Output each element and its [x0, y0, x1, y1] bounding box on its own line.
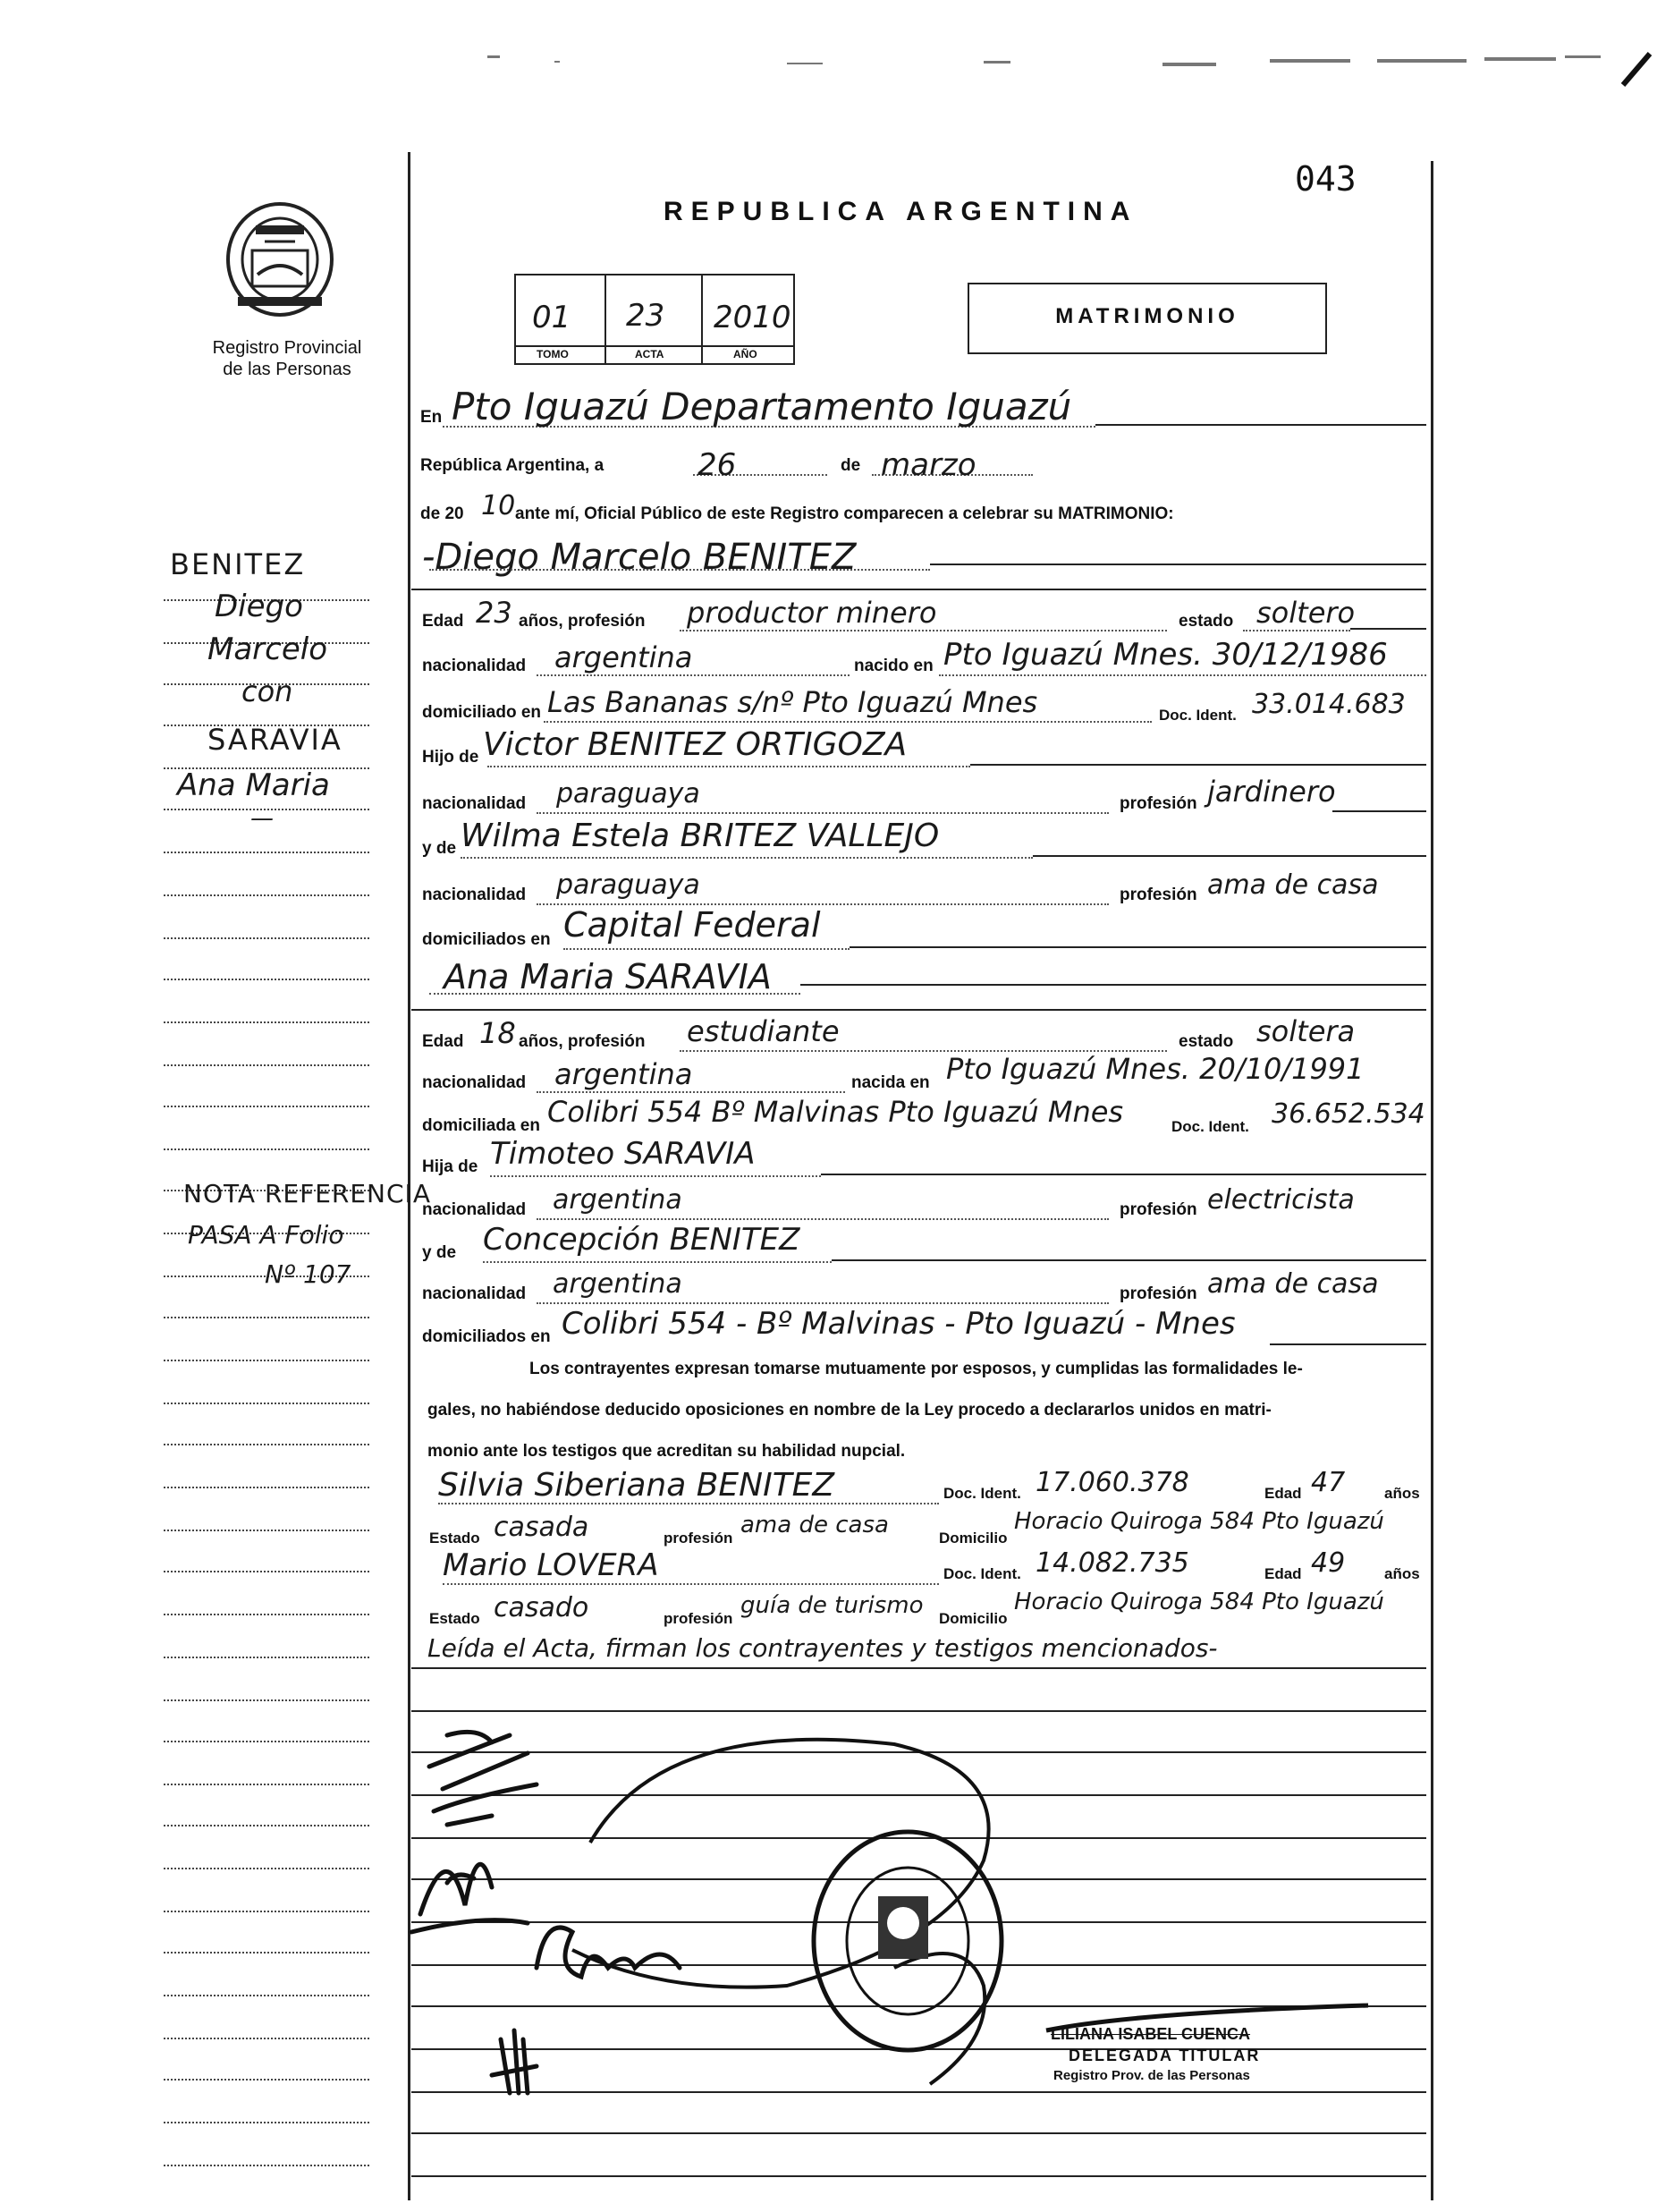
bride-parents-domicilio: Colibri 554 - Bº Malvinas - Pto Iguazú - Mnes [562, 1306, 1236, 1342]
bride-name: Ana Maria SARAVIA [444, 957, 772, 996]
witness2-estado: casado [494, 1592, 589, 1623]
groom-nac-label: nacionalidad [422, 657, 527, 675]
bride-estado: soltera [1256, 1014, 1356, 1048]
acta-label: ACTA [635, 348, 664, 360]
year-suffix: 10 [481, 490, 516, 521]
margin-note-line1: NOTA REFERENCIA [183, 1179, 431, 1208]
margin-firstname-bride: Ana Maria [177, 767, 330, 803]
margin-middlename-groom: Marcelo [207, 631, 328, 667]
witness1-doc-label: Doc. Ident. [943, 1485, 1021, 1502]
groom-mother-dots [461, 857, 1033, 859]
groom-father-nac-label: nacionalidad [422, 794, 527, 813]
bride-nac-label: nacionalidad [422, 1073, 527, 1092]
acta-value: 23 [626, 298, 665, 334]
witness1-profesion: ama de casa [740, 1512, 889, 1538]
groom-parents-dom-dots [563, 948, 850, 950]
bride-sep [411, 1009, 1426, 1011]
bride-nac-dots [537, 1091, 845, 1093]
bride-doc: 36.652.534 [1272, 1098, 1425, 1130]
witness1-edad: 47 [1311, 1467, 1346, 1498]
groom-dom-dots [544, 721, 1152, 723]
intro-text: ante mí, Oficial Público de este Registro comparecen a celebrar su MATRIMONIO: [515, 504, 1174, 523]
record-type: MATRIMONIO [1055, 304, 1239, 328]
en-line [1095, 424, 1426, 426]
y-de-label-1: y de [422, 839, 457, 858]
place-value: Pto Iguazú Departamento Iguazú [452, 385, 1072, 428]
officer-office: Registro Prov. de las Personas [1053, 2068, 1250, 2083]
right-border [1431, 161, 1433, 2200]
groom-estado-dots [1243, 630, 1350, 631]
bride-father-nacionalidad: argentina [553, 1184, 682, 1216]
day-value: 26 [697, 447, 737, 483]
bride-mother-dots [483, 1261, 832, 1263]
bride-parents-dom-line [1270, 1343, 1426, 1345]
groom-edad-label: Edad [422, 612, 464, 631]
bride-name-line [800, 984, 1426, 986]
scan-noise [0, 0, 1657, 107]
witness2-profesion: guía de turismo [740, 1592, 924, 1619]
groom-profesion: productor minero [687, 596, 937, 630]
groom-nacido-label: nacido en [854, 657, 934, 675]
witness2-name-dots [443, 1583, 939, 1585]
groom-anos-profesion-label: años, profesión [519, 612, 646, 631]
witness2-doc-label: Doc. Ident. [943, 1565, 1021, 1582]
witness1-anos-label: años [1384, 1485, 1420, 1502]
bride-mother-prof-label: profesión [1120, 1284, 1197, 1303]
groom-nacido-en: Pto Iguazú Mnes. 30/12/1986 [943, 637, 1388, 673]
officer-signature [1028, 1995, 1386, 2048]
de-label: de [841, 456, 861, 475]
bride-edad: 18 [479, 1016, 516, 1050]
groom-estado: soltero [1256, 596, 1356, 630]
groom-line [930, 564, 1426, 565]
witness1-name: Silvia Siberiana BENITEZ [438, 1467, 835, 1504]
bride-mother-nacionalidad: argentina [553, 1268, 682, 1300]
groom-parents-dom-line [850, 946, 1426, 948]
groom-doc-label: Doc. Ident. [1159, 707, 1237, 724]
groom-domicilio: Las Bananas s/nº Pto Iguazú Mnes [547, 685, 1038, 719]
formal-text-1: Los contrayentes expresan tomarse mutuamente por esposos, y cumplidas las formalidades le- [529, 1360, 1303, 1378]
groom-estado-label: estado [1179, 612, 1234, 631]
bride-mother-nac-label: nacionalidad [422, 1284, 527, 1303]
groom-father-nacionalidad: paraguaya [556, 778, 700, 809]
bride-profesion: estudiante [687, 1014, 840, 1048]
groom-father-dots [487, 766, 970, 767]
groom-father-line [970, 764, 1426, 766]
hijo-de-label: Hijo de [422, 748, 479, 767]
witness2-prof-label: profesión [664, 1610, 733, 1627]
de20-label: de 20 [420, 504, 464, 523]
groom-father-prof-line [1332, 810, 1426, 812]
margin-surname-bride: SARAVIA [207, 723, 342, 757]
witness1-prof-label: profesión [664, 1530, 733, 1547]
bride-father-profesion: electricista [1207, 1184, 1355, 1216]
bride-parents-dom-label: domiciliados en [422, 1327, 551, 1346]
groom-dots [429, 569, 930, 571]
groom-mother-line [1033, 855, 1426, 857]
groom-nac-dots [537, 674, 850, 676]
groom-parents-dom-label: domiciliados en [422, 930, 551, 949]
witness2-dom-label: Domicilio [939, 1610, 1008, 1627]
groom-father-profesion: jardinero [1207, 775, 1336, 809]
groom-profesion-dots [680, 630, 1167, 631]
groom-doc: 33.014.683 [1252, 689, 1406, 720]
margin-dash: — [250, 805, 274, 832]
margin-surname-groom: BENITEZ [170, 547, 306, 581]
groom-mother-prof-label: profesión [1120, 886, 1197, 904]
witness1-domicilio: Horacio Quiroga 584 Pto Iguazú [1014, 1508, 1384, 1535]
month-value: marzo [881, 447, 976, 483]
witness2-doc: 14.082.735 [1036, 1547, 1189, 1579]
witness2-edad-label: Edad [1264, 1565, 1302, 1582]
bride-name-dots [429, 993, 800, 995]
witness2-edad: 49 [1311, 1547, 1346, 1579]
bride-mother-profesion: ama de casa [1207, 1268, 1379, 1300]
groom-father: Victor BENITEZ ORTIGOZA [483, 726, 908, 763]
tomo-value: 01 [532, 300, 571, 335]
hija-de-label: Hija de [422, 1157, 478, 1176]
margin-note-line2: PASA A Folio [188, 1220, 344, 1250]
groom-mother-profesion: ama de casa [1207, 869, 1379, 901]
witness2-domicilio: Horacio Quiroga 584 Pto Iguazú [1014, 1589, 1384, 1615]
bride-nacida-label: nacida en [851, 1073, 930, 1092]
groom-father-prof-label: profesión [1120, 794, 1197, 813]
en-label: En [420, 408, 443, 427]
groom-estado-line [1350, 628, 1426, 630]
officer-name: LILIANA ISABEL CUENCA [1051, 2025, 1251, 2043]
formal-text-3: monio ante los testigos que acreditan su habilidad nupcial. [427, 1442, 906, 1461]
margin-firstname-groom: Diego [215, 589, 303, 624]
closing-line [411, 1667, 1426, 1669]
groom-nacionalidad: argentina [554, 640, 693, 674]
witness1-dom-label: Domicilio [939, 1530, 1008, 1547]
margin-con: con [241, 674, 293, 708]
bride-father: Timoteo SARAVIA [490, 1136, 756, 1172]
tomo-label: TOMO [537, 348, 569, 360]
bride-mother-nac-dots [537, 1302, 1109, 1304]
witness1-estado-label: Estado [429, 1530, 480, 1547]
groom-dom-label: domiciliado en [422, 703, 542, 722]
bride-nacida-en: Pto Iguazú Mnes. 20/10/1991 [946, 1052, 1365, 1086]
witness2-anos-label: años [1384, 1565, 1420, 1582]
bride-anos-profesion-label: años, profesión [519, 1032, 646, 1051]
witness2-name: Mario LOVERA [443, 1547, 659, 1583]
bride-edad-label: Edad [422, 1032, 464, 1051]
groom-mother-nacionalidad: paraguaya [556, 869, 700, 901]
bride-father-dots [490, 1175, 821, 1177]
witness1-edad-label: Edad [1264, 1485, 1302, 1502]
groom-sep [411, 589, 1426, 590]
bride-mother-line [832, 1259, 1426, 1261]
bride-father-nac-label: nacionalidad [422, 1200, 527, 1219]
witness1-doc: 17.060.378 [1036, 1467, 1189, 1498]
formal-text-2: gales, no habiéndose deducido oposiciones en nombre de la Ley procedo a declararlos unidos en matri- [427, 1401, 1272, 1420]
bride-father-prof-label: profesión [1120, 1200, 1197, 1219]
bride-doc-label: Doc. Ident. [1171, 1118, 1249, 1135]
witness1-name-dots [438, 1503, 939, 1504]
margin-note-line3: Nº 107 [265, 1259, 351, 1289]
witness2-estado-label: Estado [429, 1610, 480, 1627]
anio-label: AÑO [733, 348, 757, 360]
witness1-estado: casada [494, 1512, 589, 1543]
groom-father-nac-dots [537, 812, 1109, 814]
bride-father-line [821, 1174, 1426, 1175]
groom-edad: 23 [476, 596, 512, 630]
groom-name: -Diego Marcelo BENITEZ [422, 537, 857, 578]
bride-domicilio: Colibri 554 Bº Malvinas Pto Iguazú Mnes [547, 1095, 1124, 1129]
y-de-label-2: y de [422, 1243, 457, 1262]
anio-value: 2010 [714, 300, 791, 335]
coat-of-arms-icon [222, 199, 338, 319]
closing-text: Leída el Acta, firman los contrayentes y testigos mencionados- [427, 1633, 1218, 1663]
bride-father-nac-dots [537, 1218, 1109, 1220]
official-stamp-icon [805, 1825, 1010, 2057]
bride-dom-label: domiciliada en [422, 1116, 540, 1135]
bride-estado-label: estado [1179, 1032, 1234, 1051]
groom-parents-domicilio: Capital Federal [563, 905, 821, 945]
groom-mother: Wilma Estela BRITEZ VALLEJO [461, 818, 940, 854]
folio-number: 043 [1295, 159, 1357, 199]
bride-mother: Concepción BENITEZ [483, 1222, 800, 1258]
groom-nacido-dots [939, 674, 1426, 676]
bride-nacionalidad: argentina [554, 1057, 693, 1091]
republica-label: República Argentina, a [420, 456, 604, 475]
officer-title: DELEGADA TITULAR [1069, 2047, 1261, 2064]
groom-mother-nac-label: nacionalidad [422, 886, 527, 904]
country-title: REPUBLICA ARGENTINA [664, 197, 1138, 226]
registry-name: Registro Provincial de las Personas [212, 338, 362, 379]
